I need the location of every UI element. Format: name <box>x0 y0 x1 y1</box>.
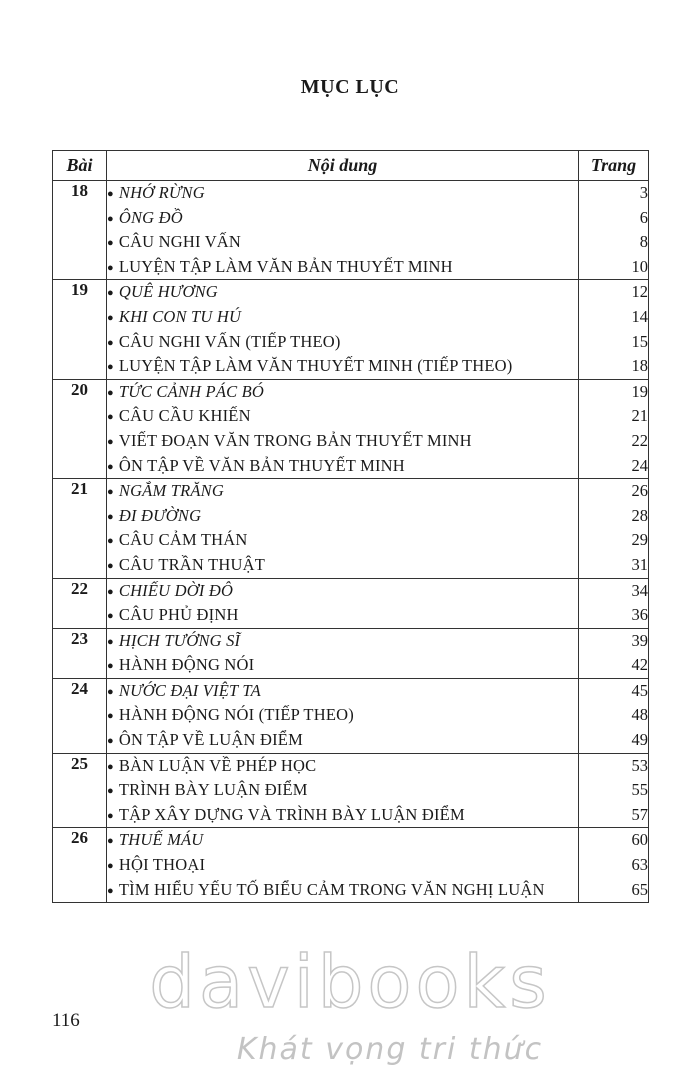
toc-entry-page: 53 <box>631 755 648 775</box>
toc-entry-page: 19 <box>631 381 648 401</box>
lesson-row <box>53 181 649 280</box>
toc-entry-page: 14 <box>631 306 648 326</box>
lesson-row <box>53 578 649 628</box>
toc-entry-title: THUẾ MÁU <box>118 830 204 850</box>
bullet-icon: ● <box>107 311 114 324</box>
lesson-contents <box>107 479 579 578</box>
bullet-icon: ● <box>107 361 114 374</box>
bullet-icon: ● <box>107 237 114 250</box>
toc-entry-title: TÌM HIỂU YẾU TỐ BIỂU CẢM TRONG VĂN NGHỊ LUẬN <box>118 879 545 899</box>
toc-entry-page: 26 <box>631 481 648 501</box>
lesson-pages <box>579 181 649 280</box>
toc-entry-title: CÂU PHỦ ĐỊNH <box>118 605 239 625</box>
toc-entry-title: CÂU NGHI VẤN (TIẾP THEO) <box>118 331 341 351</box>
watermark-slogan: Khát vọng tri thức <box>236 1032 544 1067</box>
toc-entry-title: NGẮM TRĂNG <box>118 481 224 501</box>
page-number: 116 <box>52 1010 80 1031</box>
toc-entry <box>107 479 578 504</box>
toc-entry-title: ĐI ĐƯỜNG <box>118 505 202 525</box>
lesson-pages <box>579 678 649 753</box>
toc-entry <box>107 653 578 678</box>
toc-entry-title: TRÌNH BÀY LUẬN ĐIỂM <box>118 780 308 800</box>
table-header-row <box>53 151 649 181</box>
bullet-icon: ● <box>107 535 114 548</box>
toc-entry-page: 55 <box>631 780 648 800</box>
toc-entry-title: TẬP XÂY DỰNG VÀ TRÌNH BÀY LUẬN ĐIỂM <box>118 804 465 824</box>
toc-entry-page: 49 <box>631 730 648 750</box>
bullet-icon: ● <box>107 710 114 723</box>
bullet-icon: ● <box>107 585 114 598</box>
lesson-number: 23 <box>53 628 107 678</box>
toc-entry-title: LUYỆN TẬP LÀM VĂN THUYẾT MINH (TIẾP THEO) <box>118 356 513 376</box>
toc-entry <box>107 853 578 878</box>
bullet-icon: ● <box>107 559 114 572</box>
toc-entry-page: 28 <box>631 505 648 525</box>
column-header-trang: Trang <box>579 151 649 181</box>
watermark-brand: davibooks <box>149 940 551 1024</box>
page-title: MỤC LỤC <box>300 76 400 98</box>
lesson-number: 18 <box>53 181 107 280</box>
toc-entry <box>107 380 578 405</box>
bullet-icon: ● <box>107 635 114 648</box>
lesson-number: 19 <box>53 280 107 379</box>
toc-entry-page: 63 <box>631 855 648 875</box>
bullet-icon: ● <box>107 760 114 773</box>
toc-entry <box>107 754 578 779</box>
toc-entry-title: ÔN TẬP VỀ LUẬN ĐIỂM <box>118 730 303 750</box>
toc-entry-page: 42 <box>631 655 648 675</box>
lesson-pages <box>579 628 649 678</box>
toc-entry <box>107 454 578 479</box>
bullet-icon: ● <box>107 510 114 523</box>
lesson-pages <box>579 280 649 379</box>
bullet-icon: ● <box>107 785 114 798</box>
bullet-icon: ● <box>107 809 114 822</box>
lesson-contents <box>107 280 579 379</box>
toc-entry <box>107 703 578 728</box>
toc-entry <box>107 828 578 853</box>
toc-entry <box>107 305 578 330</box>
lesson-row <box>53 628 649 678</box>
toc-entry <box>107 330 578 355</box>
toc-entry-page: 31 <box>631 554 648 574</box>
toc-entry-page: 18 <box>631 356 648 376</box>
toc-entry-title: CÂU NGHI VẤN <box>118 232 242 252</box>
table-of-contents <box>52 150 649 903</box>
bullet-icon: ● <box>107 188 114 200</box>
lesson-row <box>53 479 649 578</box>
toc-entry <box>107 679 578 704</box>
lesson-pages <box>579 479 649 578</box>
lesson-number: 21 <box>53 479 107 578</box>
toc-entry-title: ÔNG ĐỒ <box>118 207 183 227</box>
toc-entry <box>107 728 578 753</box>
toc-entry-title: CÂU TRẦN THUẬT <box>118 554 265 574</box>
toc-entry-title: HÀNH ĐỘNG NÓI (TIẾP THEO) <box>118 705 354 725</box>
toc-entry-page: 65 <box>631 879 648 899</box>
toc-entry-title: CÂU CẦU KHIẾN <box>118 406 251 426</box>
lesson-row <box>53 379 649 478</box>
toc-entry-page: 8 <box>639 232 648 252</box>
toc-entry <box>107 579 578 604</box>
toc-entry-page: 22 <box>631 430 648 450</box>
toc-entry-title: CHIẾU DỜI ĐÔ <box>118 580 234 600</box>
toc-entry <box>107 803 578 828</box>
toc-entry <box>107 354 578 379</box>
toc-entry <box>107 206 578 231</box>
toc-entry-title: QUÊ HƯƠNG <box>118 282 218 302</box>
toc-entry-title: TỨC CẢNH PÁC BÓ <box>118 381 265 401</box>
lesson-pages <box>579 379 649 478</box>
bullet-icon: ● <box>107 386 114 399</box>
toc-entry <box>107 504 578 529</box>
toc-entry-page: 6 <box>639 207 648 227</box>
lesson-pages <box>579 828 649 903</box>
bullet-icon: ● <box>107 287 114 300</box>
toc-entry <box>107 778 578 803</box>
bullet-icon: ● <box>107 460 114 473</box>
lesson-number: 20 <box>53 379 107 478</box>
lesson-contents <box>107 828 579 903</box>
toc-entry-page: 24 <box>631 455 648 475</box>
bullet-icon: ● <box>107 435 114 448</box>
lesson-row <box>53 678 649 753</box>
lesson-contents <box>107 753 579 828</box>
toc-entry-page: 39 <box>631 630 648 650</box>
toc-entry-page: 34 <box>631 580 648 600</box>
toc-entry <box>107 878 578 903</box>
bullet-icon: ● <box>107 660 114 673</box>
toc-entry-title: KHI CON TU HÚ <box>118 306 242 326</box>
bullet-icon: ● <box>107 261 114 274</box>
toc-entry <box>107 230 578 255</box>
lesson-row <box>53 828 649 903</box>
bullet-icon: ● <box>107 411 114 424</box>
column-header-noi-dung: Nội dung <box>107 151 579 181</box>
bullet-icon: ● <box>107 735 114 748</box>
lesson-pages <box>579 578 649 628</box>
lesson-number: 22 <box>53 578 107 628</box>
toc-entry <box>107 429 578 454</box>
toc-entry-page: 60 <box>631 830 648 850</box>
toc-entry-title: NHỚ RỪNG <box>118 183 205 202</box>
toc-entry-title: LUYỆN TẬP LÀM VĂN BẢN THUYẾT MINH <box>118 256 453 276</box>
bullet-icon: ● <box>107 685 114 698</box>
toc-entry-title: ÔN TẬP VỀ VĂN BẢN THUYẾT MINH <box>118 455 405 475</box>
toc-entry <box>107 255 578 280</box>
bullet-icon: ● <box>107 336 114 349</box>
lesson-contents <box>107 181 579 280</box>
toc-entry-page: 10 <box>631 256 648 276</box>
toc-entry-title: HỊCH TƯỚNG SĨ <box>118 630 241 650</box>
toc-entry-page: 12 <box>631 282 648 302</box>
toc-entry-title: HỘI THOẠI <box>118 855 206 875</box>
column-header-bai: Bài <box>53 151 107 181</box>
toc-entry-page: 15 <box>631 331 648 351</box>
table-body <box>53 181 649 903</box>
lesson-number: 26 <box>53 828 107 903</box>
toc-entry <box>107 404 578 429</box>
toc-entry-title: NƯỚC ĐẠI VIỆT TA <box>118 680 261 700</box>
lesson-row <box>53 753 649 828</box>
lesson-contents <box>107 628 579 678</box>
toc-entry <box>107 629 578 654</box>
toc-entry-page: 48 <box>631 705 648 725</box>
toc-entry <box>107 280 578 305</box>
toc-entry-page: 21 <box>631 406 648 426</box>
bullet-icon: ● <box>107 884 114 897</box>
bullet-icon: ● <box>107 860 114 873</box>
toc-entry <box>107 181 578 206</box>
bullet-icon: ● <box>107 212 114 225</box>
toc-entry-page: 45 <box>631 680 648 700</box>
toc-entry <box>107 528 578 553</box>
toc-entry-title: BÀN LUẬN VỀ PHÉP HỌC <box>118 755 317 775</box>
toc-entry-title: CÂU CẢM THÁN <box>118 530 248 550</box>
lesson-number: 25 <box>53 753 107 828</box>
bullet-icon: ● <box>107 835 114 848</box>
toc-entry-page: 29 <box>631 530 648 550</box>
lesson-contents <box>107 379 579 478</box>
bullet-icon: ● <box>107 486 114 499</box>
toc-entry <box>107 553 578 578</box>
toc-entry-title: VIẾT ĐOẠN VĂN TRONG BẢN THUYẾT MINH <box>118 430 472 450</box>
lesson-row <box>53 280 649 379</box>
lesson-contents <box>107 678 579 753</box>
bullet-icon: ● <box>107 610 114 623</box>
toc-entry-page: 36 <box>631 605 648 625</box>
toc-entry-title: HÀNH ĐỘNG NÓI <box>118 655 255 675</box>
lesson-number: 24 <box>53 678 107 753</box>
toc-entry <box>107 603 578 628</box>
lesson-contents <box>107 578 579 628</box>
lesson-pages <box>579 753 649 828</box>
toc-entry-page: 3 <box>639 183 648 202</box>
toc-entry-page: 57 <box>631 804 648 824</box>
